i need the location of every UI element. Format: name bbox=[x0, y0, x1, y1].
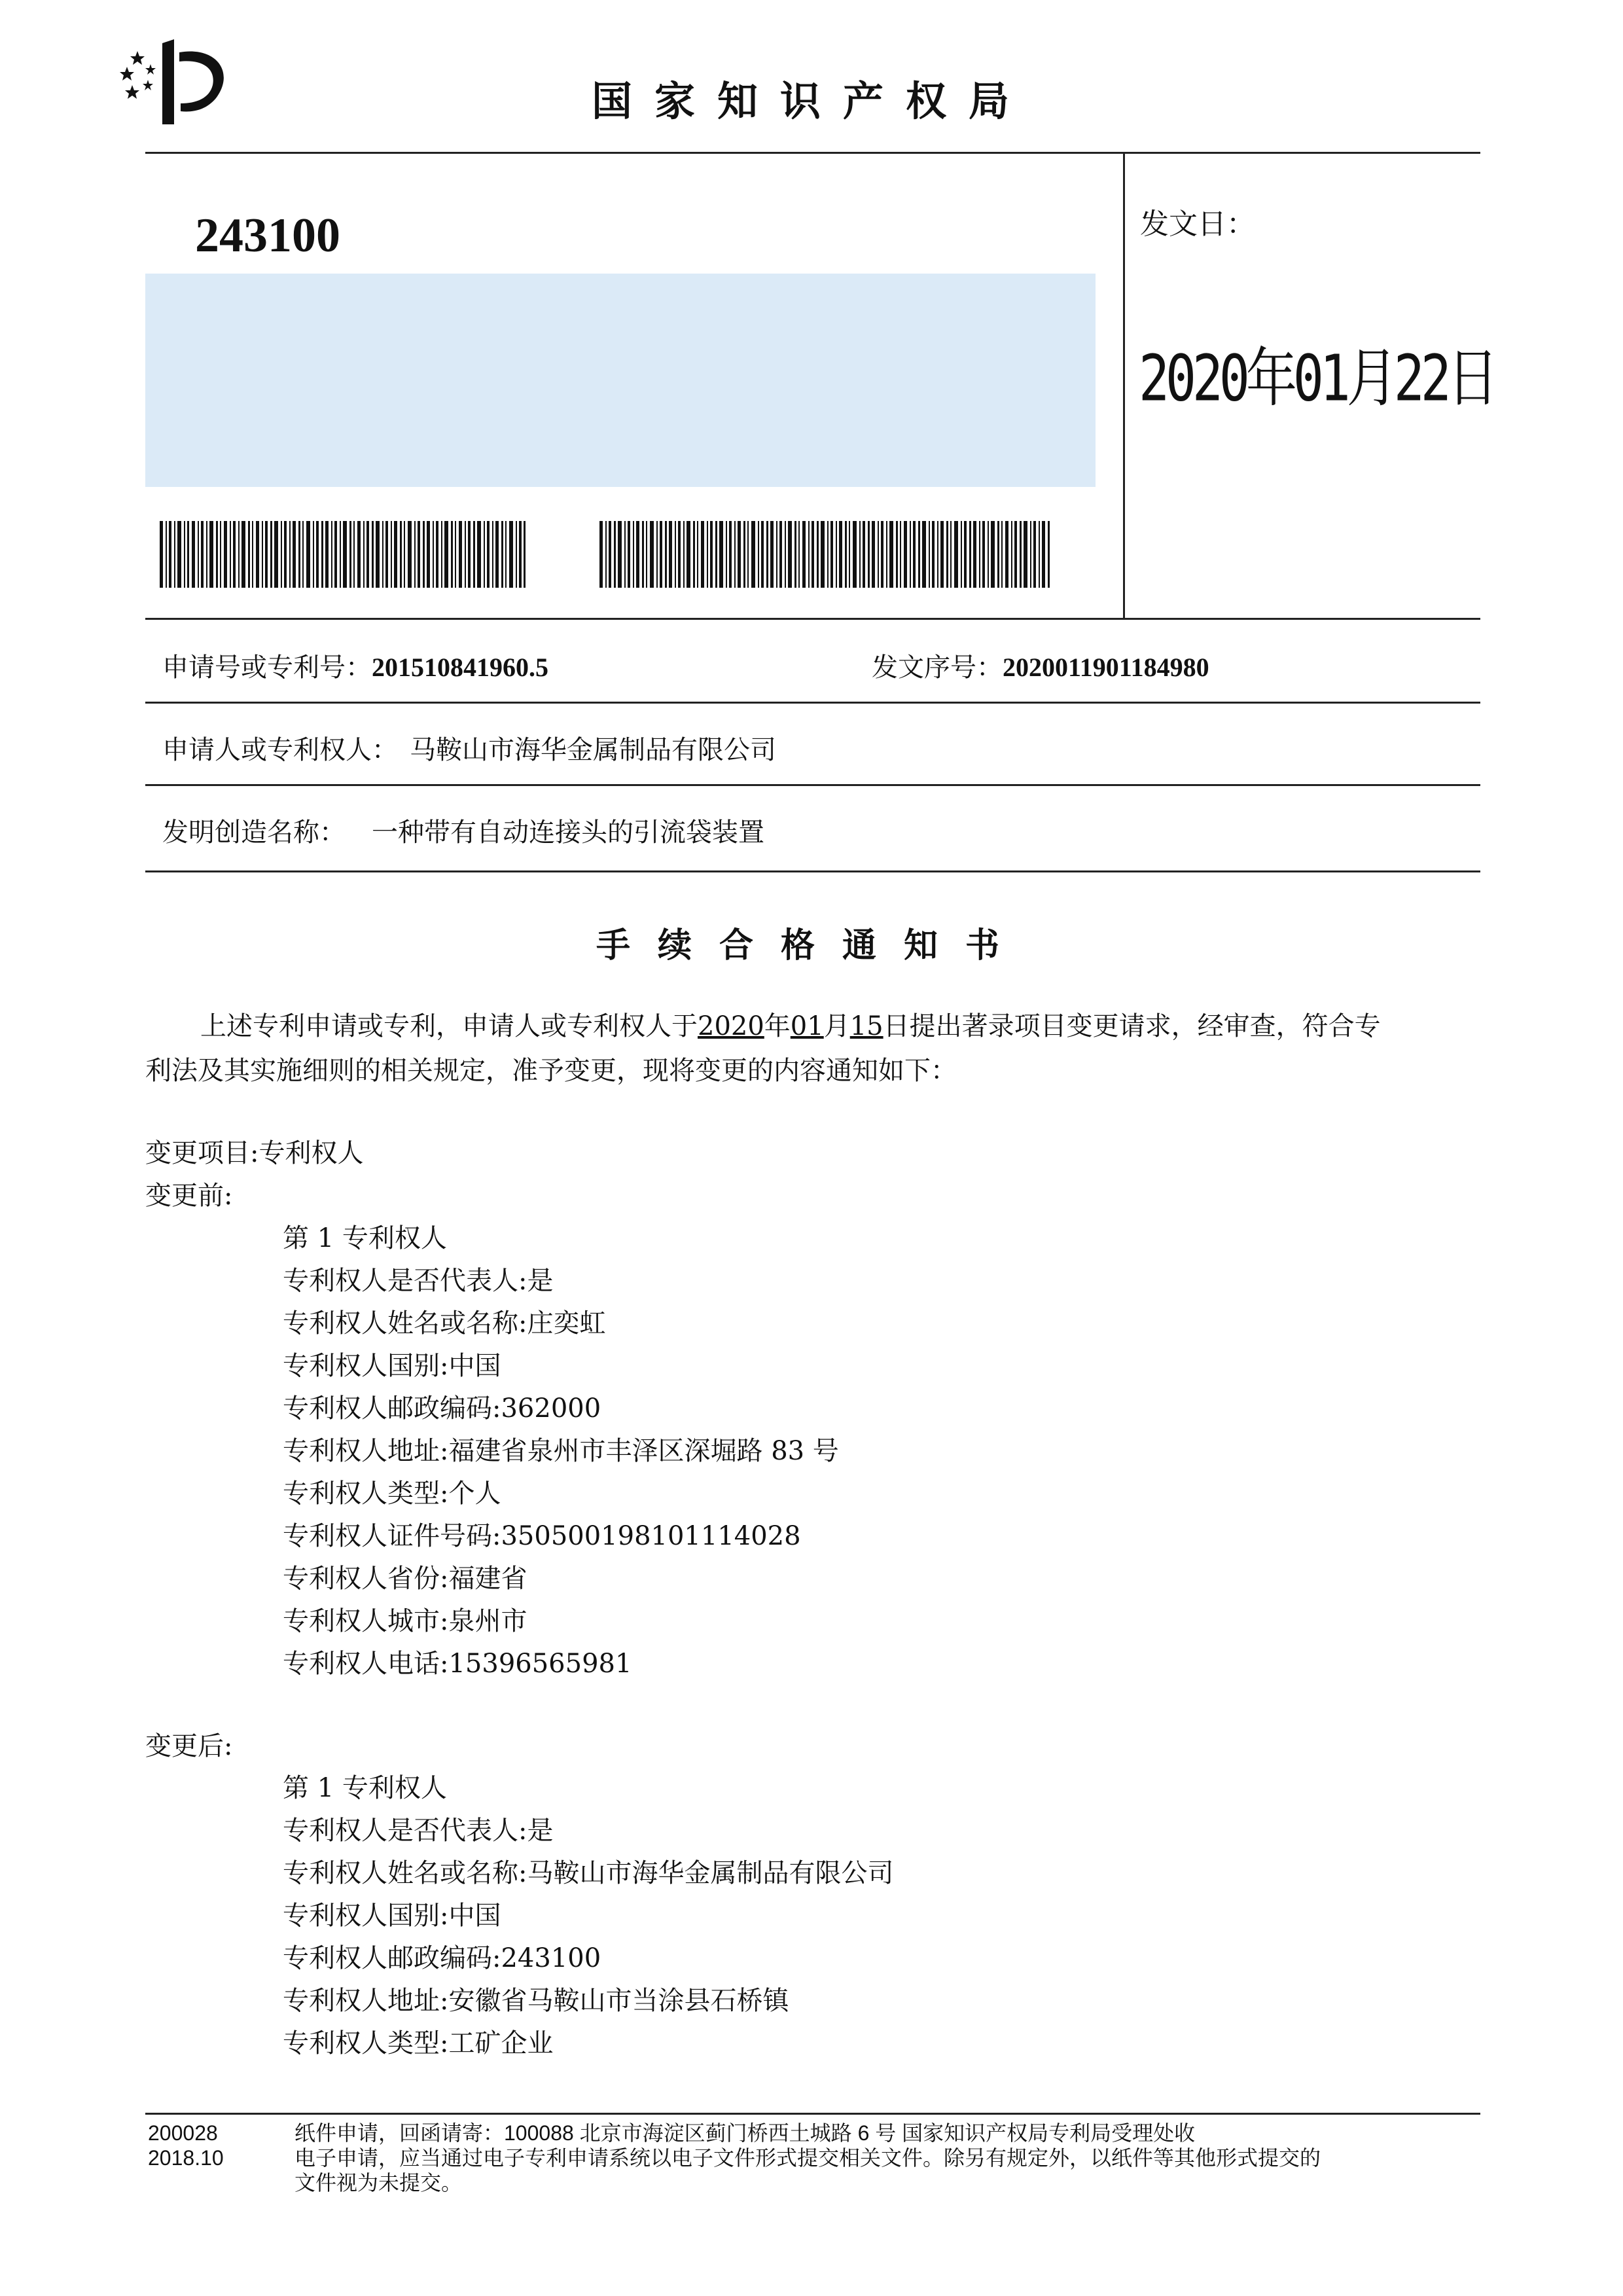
change-item: 变更项目:专利权人 bbox=[145, 1138, 364, 1168]
list-item: 专利权人邮政编码:362000 bbox=[283, 1393, 601, 1424]
footer-divider bbox=[145, 2113, 1480, 2115]
before-label: 变更前: bbox=[145, 1181, 233, 1211]
header-divider bbox=[145, 152, 1480, 154]
list-item: 专利权人电话:15396565981 bbox=[283, 1649, 632, 1679]
request-day: 15 bbox=[849, 1011, 883, 1041]
after-list bbox=[283, 1767, 893, 2065]
applicant-value: 马鞍山市海华金属制品有限公司 bbox=[410, 735, 776, 765]
barcode-left bbox=[160, 521, 526, 588]
applicant-field bbox=[162, 729, 776, 766]
notice-title: 手续合格通知书 bbox=[596, 926, 1027, 965]
date-column-divider bbox=[1123, 152, 1125, 618]
list-item: 专利权人省份:福建省 bbox=[283, 1564, 527, 1594]
fields-divider-2 bbox=[145, 784, 1480, 786]
invention-title-label: 发明创造名称： bbox=[162, 817, 346, 848]
fields-top-divider bbox=[145, 618, 1480, 620]
serial-number-field bbox=[872, 647, 1209, 684]
address-box bbox=[145, 274, 1096, 487]
fields-bottom-divider bbox=[145, 870, 1480, 872]
list-item: 专利权人是否代表人:是 bbox=[283, 1266, 554, 1296]
list-item: 专利权人地址:福建省泉州市丰泽区深堀路 83 号 bbox=[283, 1436, 839, 1466]
list-item: 第 1 专利权人 bbox=[283, 1773, 447, 1803]
list-item: 专利权人类型:工矿企业 bbox=[283, 2028, 554, 2058]
date-value: 2020年01月22日 bbox=[1139, 342, 1495, 416]
recipient-postcode: 243100 bbox=[195, 209, 340, 262]
invention-title-value: 一种带有自动连接头的引流袋装置 bbox=[372, 817, 764, 848]
serial-number-label: 发文序号： bbox=[872, 653, 1003, 683]
list-item: 专利权人地址:安徽省马鞍山市当涂县石桥镇 bbox=[283, 1986, 789, 2016]
agency-name: 国家知识产权局 bbox=[591, 77, 1031, 125]
barcode-right bbox=[599, 521, 1051, 588]
list-item: 专利权人国别:中国 bbox=[283, 1901, 501, 1931]
list-item: 专利权人国别:中国 bbox=[283, 1351, 501, 1381]
request-year: 2020 bbox=[698, 1011, 764, 1041]
list-item: 专利权人姓名或名称:马鞍山市海华金属制品有限公司 bbox=[283, 1858, 894, 1888]
list-item: 专利权人类型:个人 bbox=[283, 1479, 501, 1509]
applicant-label: 申请人或专利权人： bbox=[162, 735, 398, 765]
date-label: 发文日： bbox=[1140, 207, 1255, 241]
application-number-value: 201510841960.5 bbox=[372, 653, 548, 682]
list-item: 第 1 专利权人 bbox=[283, 1223, 447, 1253]
application-number-field bbox=[162, 647, 548, 684]
list-item: 专利权人证件号码:350500198101114028 bbox=[283, 1521, 801, 1551]
after-label: 变更后: bbox=[145, 1731, 233, 1761]
list-item: 专利权人是否代表人:是 bbox=[283, 1816, 554, 1846]
list-item: 专利权人城市:泉州市 bbox=[283, 1606, 527, 1636]
list-item: 专利权人邮政编码:243100 bbox=[283, 1943, 601, 1973]
footer-notes: 纸件申请，回函请寄：100088 北京市海淀区蓟门桥西土城路 6 号 国家知识产权局专利局受理处收 电子申请，应当通过电子专利申请系统以电子文件形式提交相关文件。除另有规定外，以纸件等其他形式提交的 文件视为未提交。 bbox=[294, 2121, 1321, 2195]
fields-divider-1 bbox=[145, 702, 1480, 704]
before-list bbox=[283, 1217, 839, 1685]
application-number-label: 申请号或专利号： bbox=[162, 653, 372, 683]
serial-number-value: 2020011901184980 bbox=[1003, 653, 1209, 682]
invention-title-field bbox=[162, 812, 764, 849]
notice-paragraph: 上述专利申请或专利，申请人或专利权人于2020年01月15日提出著录项目变更请求，经审查，符合专 利法及其实施细则的相关规定，准予变更，现将变更的内容通知如下： bbox=[145, 1011, 1381, 1086]
list-item: 专利权人姓名或名称:庄奕虹 bbox=[283, 1308, 606, 1338]
form-code: 200028 2018.10 bbox=[148, 2121, 224, 2170]
request-month: 01 bbox=[790, 1011, 824, 1041]
